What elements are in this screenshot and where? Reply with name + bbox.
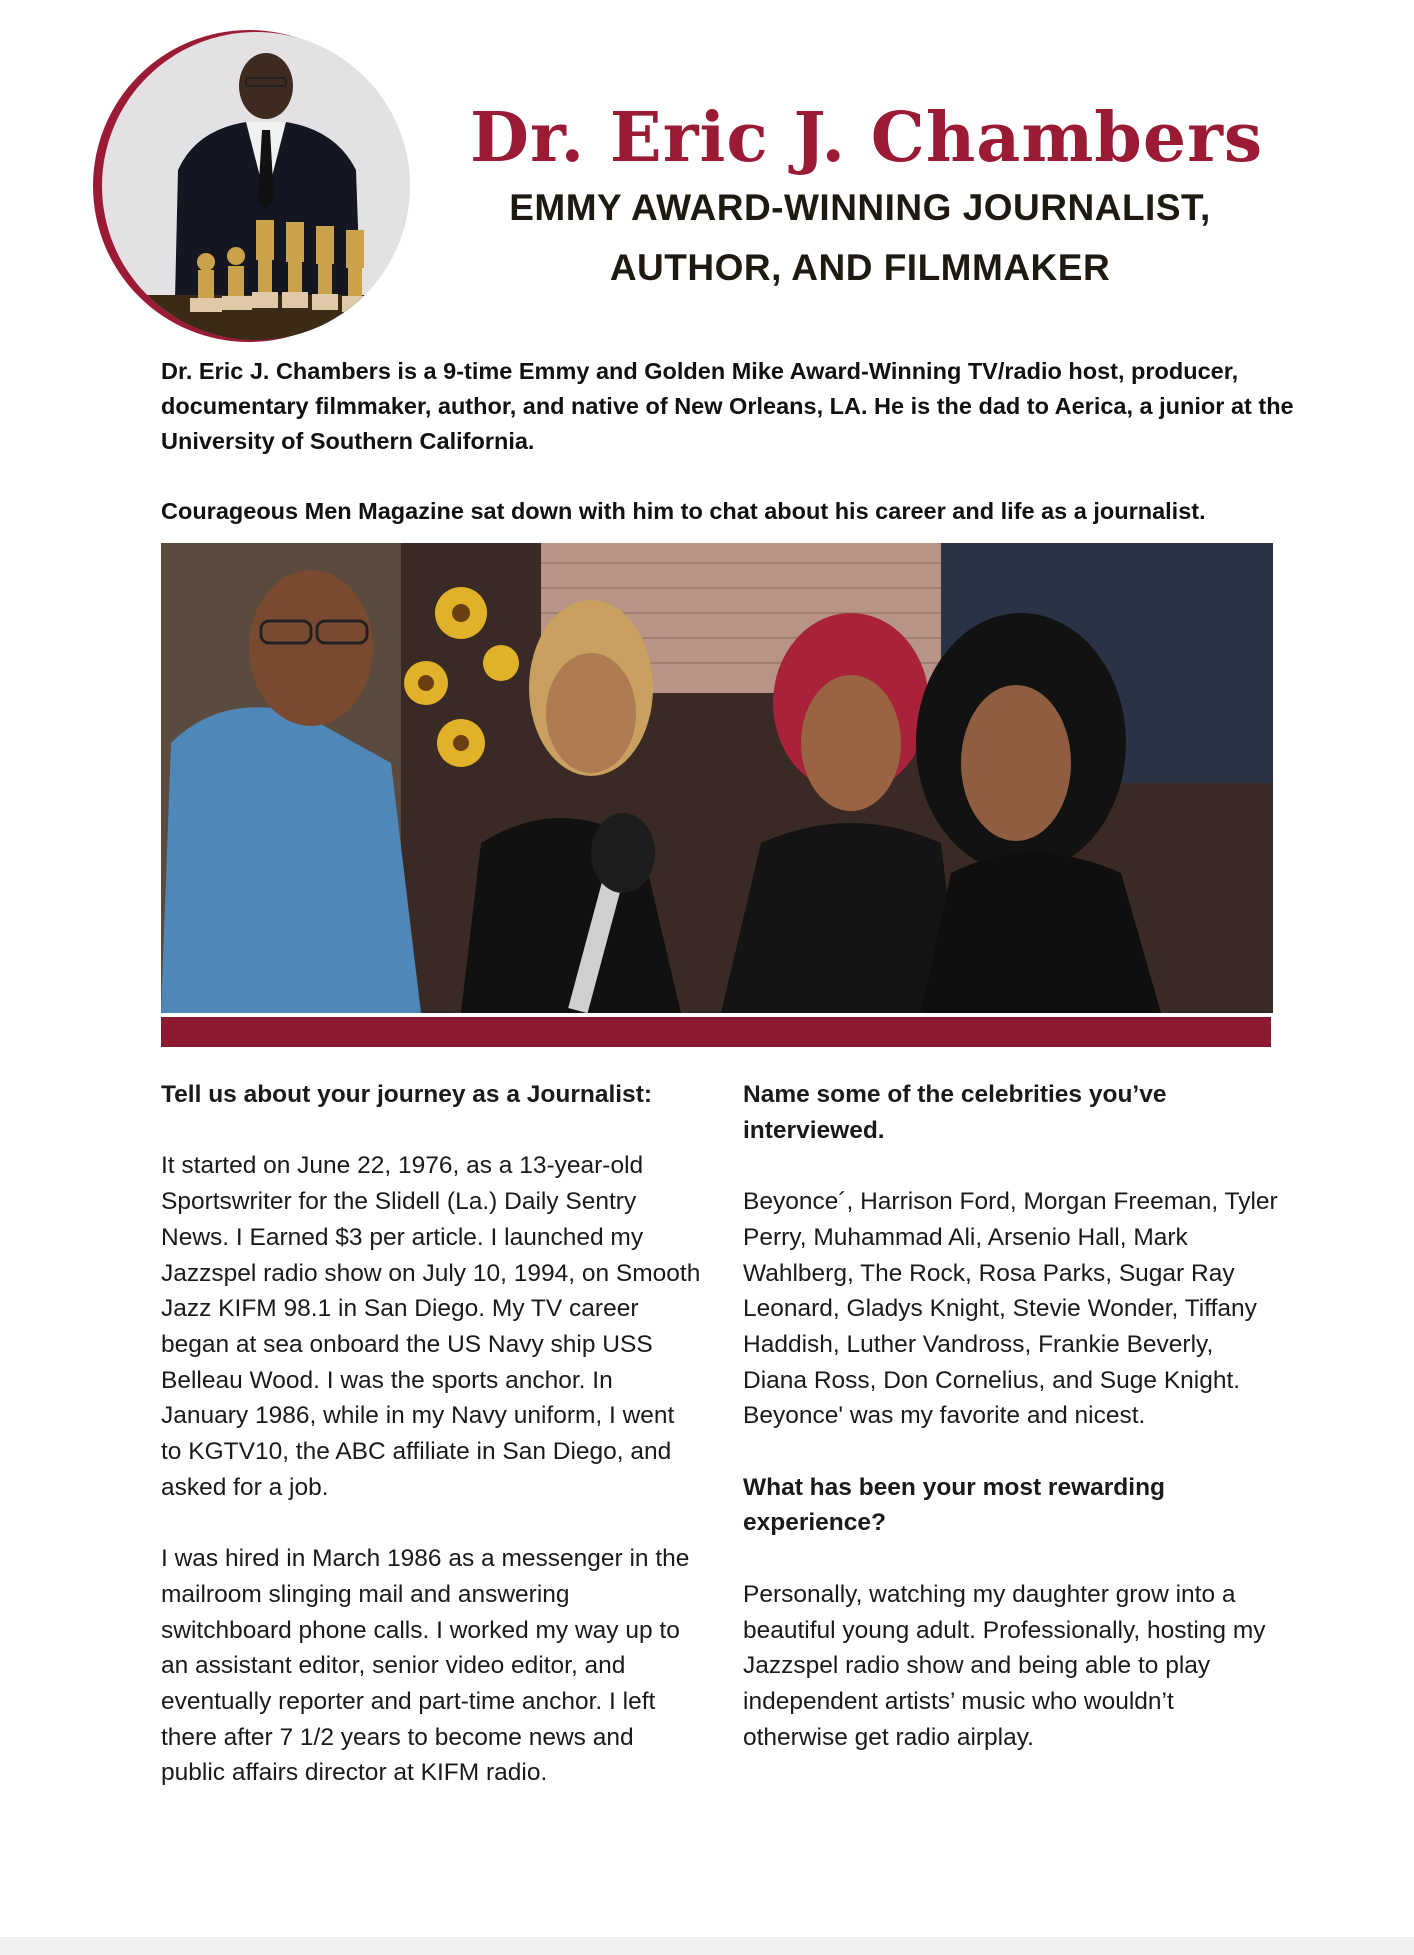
right-column bbox=[743, 1077, 1283, 1755]
photo-accent-bar bbox=[161, 1017, 1271, 1047]
left-column bbox=[161, 1077, 701, 1791]
interview-answer: Personally, watching my daughter grow into a beautiful young adult. Professionally, hosting my Jazzspel radio show and being able to play independent artists’ music who wouldn’t otherwise get radio airplay. bbox=[743, 1580, 1266, 1751]
interview-question: Name some of the celebrities you’ve interviewed. bbox=[743, 1081, 1167, 1144]
subtitle-line-2: AUTHOR, AND FILMMAKER bbox=[609, 247, 1111, 288]
interview-answer: It started on June 22, 1976, as a 13-year-old Sportswriter for the Slidell (La.) Daily Sentry News. I Earned $3 per article. I launched my Jazzspel radio show on July 10, 1994, on Smooth Jazz KIFM 98.1 in San Diego. My TV career began at sea onboard the US Navy ship USS Belleau Wood. I was the sports anchor. In January 1986, while in my Navy uniform, I went to KGTV10, the ABC affiliate in San Diego, and asked for a job. bbox=[161, 1152, 701, 1501]
page-footer-strip bbox=[0, 1937, 1414, 1955]
interview-answer: Beyonce´, Harrison Ford, Morgan Freeman, Tyler Perry, Muhammad Ali, Arsenio Hall, Mark Wahlberg, The Rock, Rosa Parks, Sugar Ray Leonard, Gladys Knight, Stevie Wonder, Tiffany Haddish, Luther Vandross, Frankie Beverly, Diana Ross, Don Cornelius, and Suge Knight. Beyonce' was my favorite and nicest. bbox=[743, 1188, 1278, 1430]
subtitle-line-1: EMMY AWARD-WINNING JOURNALIST, bbox=[509, 187, 1211, 228]
group-photo-icon bbox=[161, 543, 1273, 1013]
portrait-image bbox=[86, 30, 424, 342]
intro-paragraph: Dr. Eric J. Chambers is a 9-time Emmy and Golden Mike Award-Winning TV/radio host, producer, documentary filmmaker, author, and native of New Orleans, LA. He is the dad to Aerica, a junior at the University of Southern California. bbox=[161, 358, 1294, 454]
page-title: Dr. Eric J. Chambers bbox=[470, 98, 1264, 178]
interview-question: Tell us about your journey as a Journalist: bbox=[161, 1081, 653, 1108]
intro-section bbox=[161, 354, 1301, 529]
page-subtitle bbox=[470, 178, 1250, 298]
interview-question: What has been your most rewarding experience? bbox=[743, 1473, 1166, 1537]
intro-paragraph: Courageous Men Magazine sat down with him to chat about his career and life as a journalist. bbox=[161, 498, 1206, 524]
interview-answer: I was hired in March 1986 as a messenger in the mailroom slinging mail and answering switchboard phone calls. I worked my way up to an assistant editor, senior video editor, and eventually reporter and part-time anchor. I left there after 7 1/2 years to become news and public affairs director at KIFM radio. bbox=[161, 1545, 690, 1787]
portrait-with-emmy-awards-icon bbox=[86, 30, 424, 342]
feature-photo bbox=[161, 543, 1273, 1013]
